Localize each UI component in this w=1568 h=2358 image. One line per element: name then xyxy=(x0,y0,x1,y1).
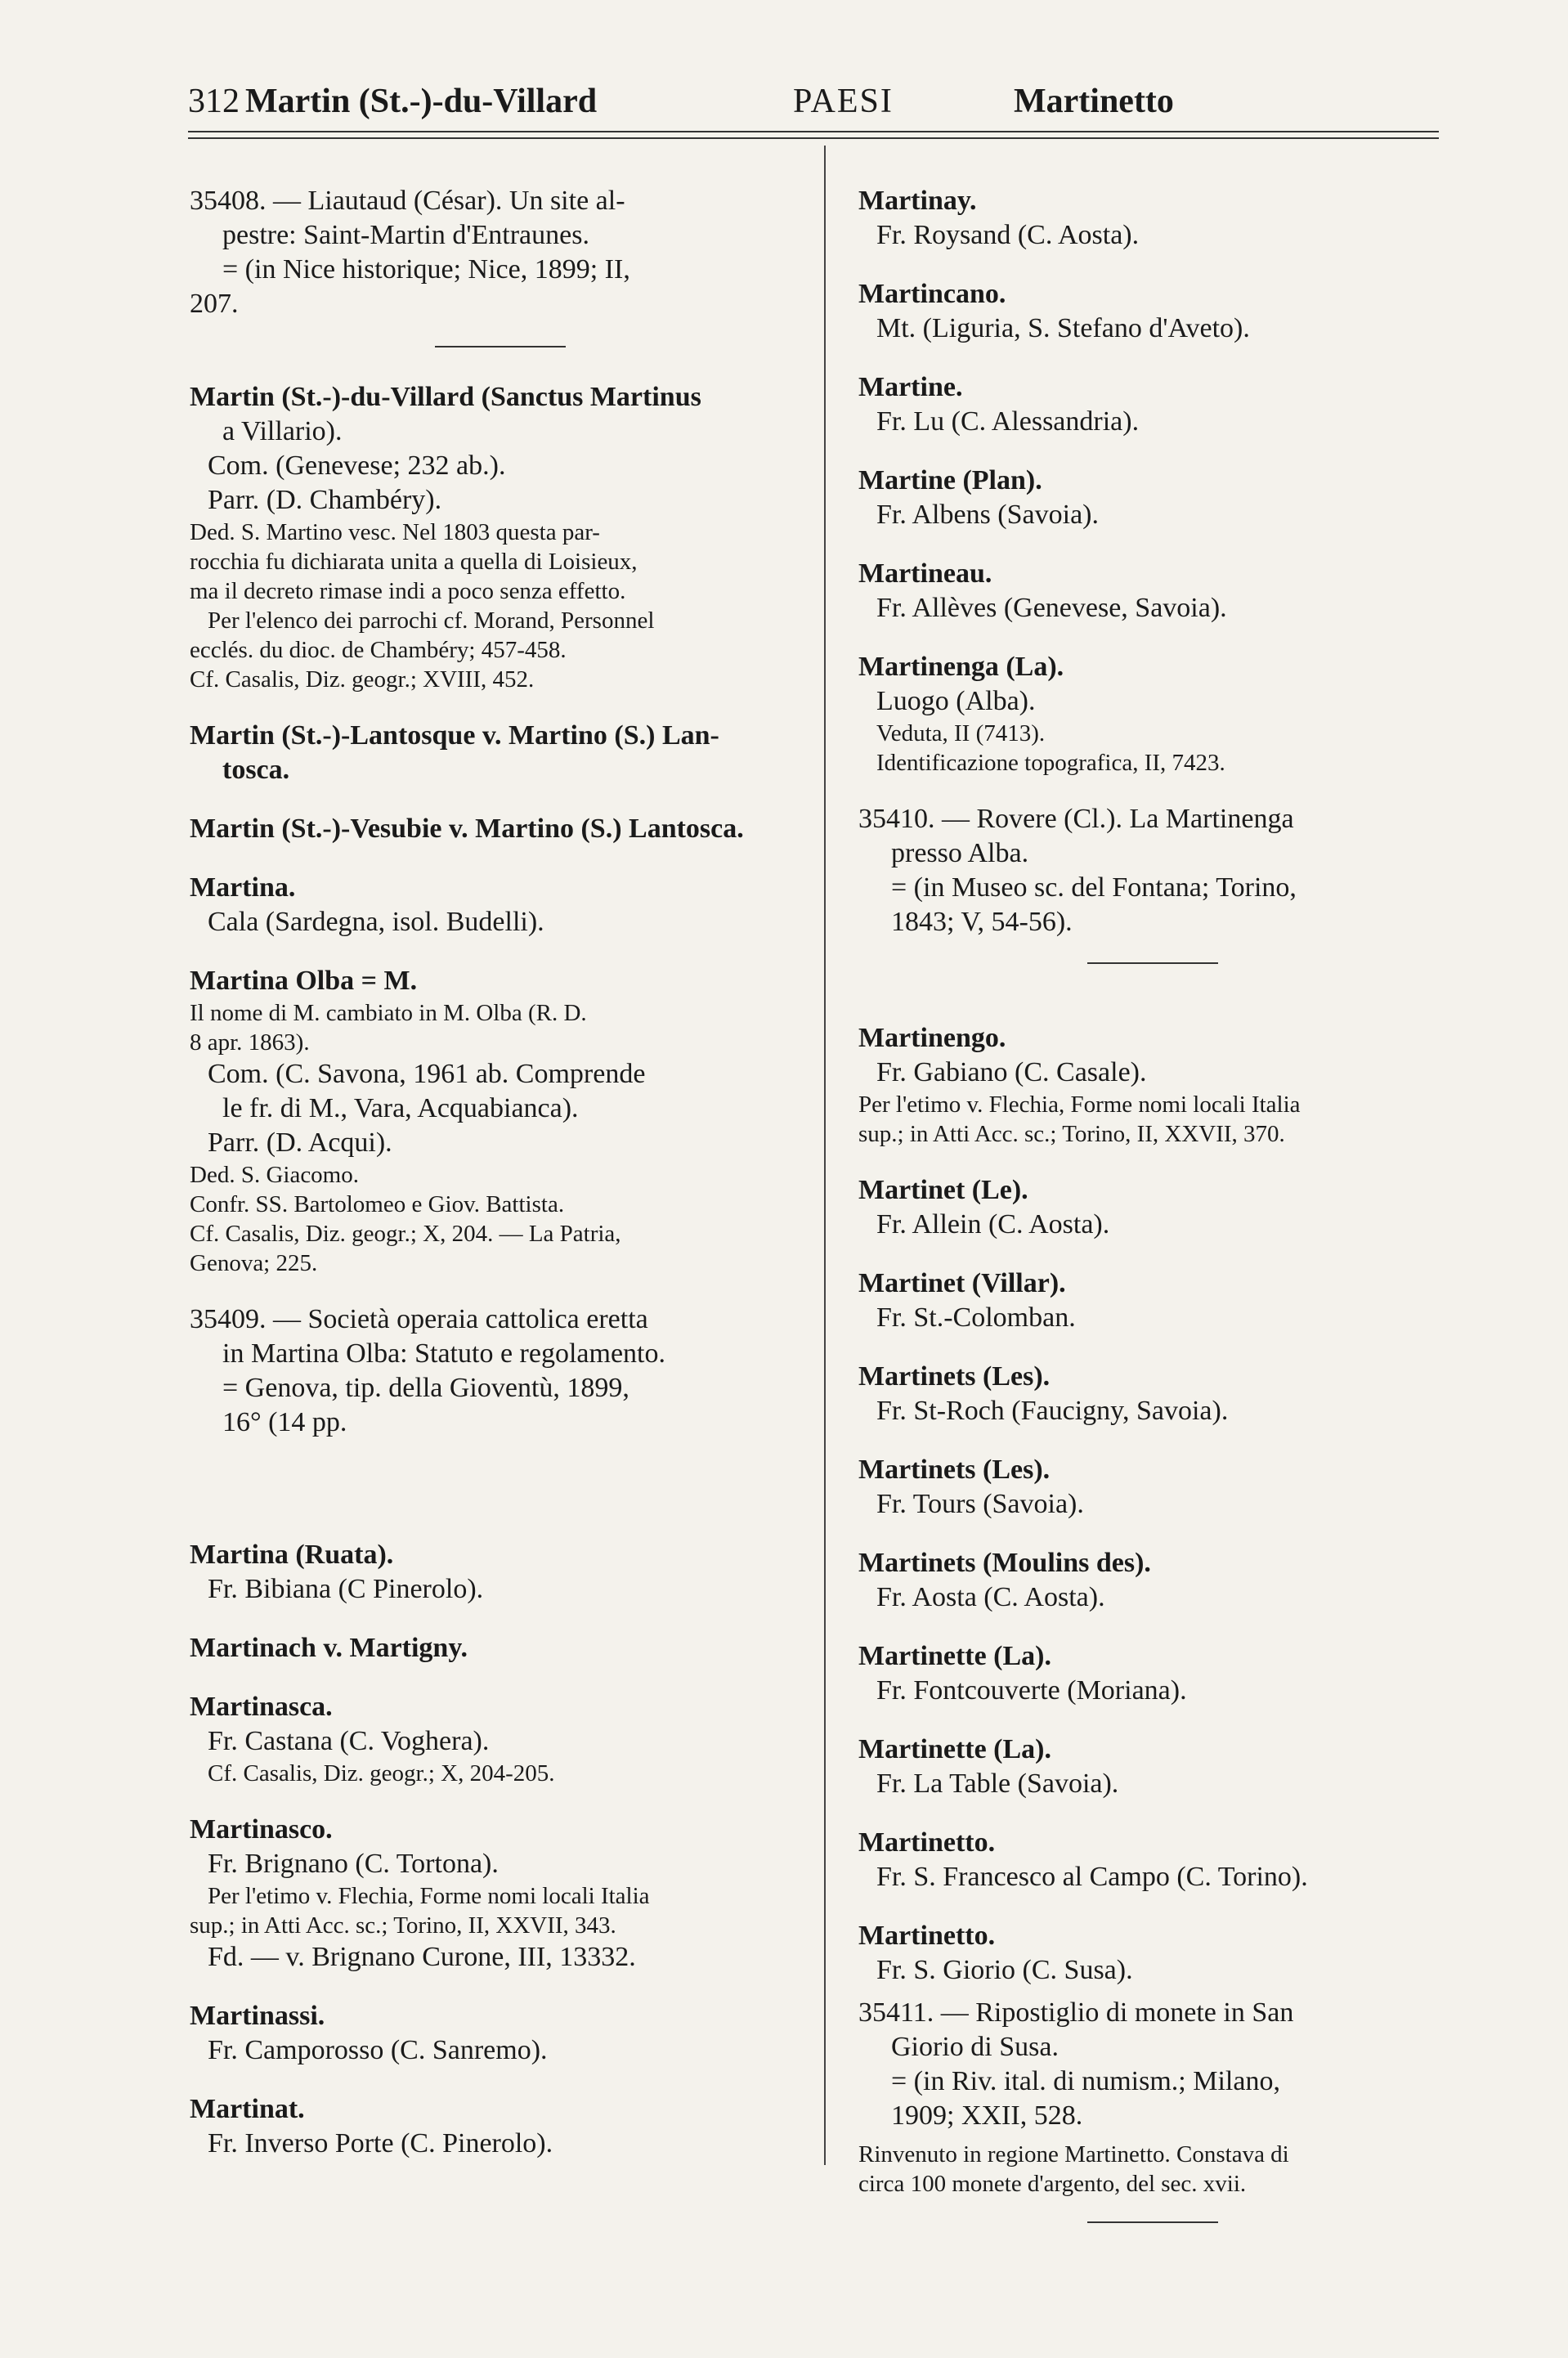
entry-headword: Martineau. xyxy=(858,558,992,589)
entry-note: Ded. S. Martino vesc. Nel 1803 questa par- xyxy=(190,519,600,545)
place-entry-martinets-moulins xyxy=(858,1546,1447,1615)
place-entry-martinet-le xyxy=(858,1173,1447,1242)
entry-line: Com. (Genevese; 232 ab.). xyxy=(208,451,506,481)
entry-line: 207. xyxy=(190,289,239,319)
entry-headword: Martinetto. xyxy=(858,1921,996,1951)
place-entry-martine xyxy=(858,370,1447,439)
entry-line: Fr. S. Francesco al Campo (C. Torino). xyxy=(876,1862,1308,1892)
place-entry-martina-olba xyxy=(190,964,803,1278)
entry-headword: Martinay. xyxy=(858,186,977,216)
entry-line: Giorio di Susa. xyxy=(891,2032,1059,2062)
entry-note: sup.; in Atti Acc. sc.; Torino, II, XXVII, 370. xyxy=(858,1121,1285,1147)
entry-line: = (in Riv. ital. di numism.; Milano, xyxy=(891,2066,1280,2096)
entry-line: = (in Nice historique; Nice, 1899; II, xyxy=(222,254,630,285)
place-entry-martinette-fontcouverte xyxy=(858,1639,1447,1708)
entry-line: Fr. Inverso Porte (C. Pinerolo). xyxy=(208,2128,553,2159)
entry-headword: Martina. xyxy=(190,872,296,903)
left-running-head: Martin (St.-)-du-Villard xyxy=(245,83,598,120)
entry-line: Parr. (D. Acqui). xyxy=(208,1127,392,1158)
entry-note: Per l'etimo v. Flechia, Forme nomi locali Italia xyxy=(858,1092,1301,1118)
entry-note: 8 apr. 1863). xyxy=(190,1029,310,1056)
entry-line: Luogo (Alba). xyxy=(876,686,1036,716)
entry-headword: Martina Olba = M. xyxy=(190,966,418,996)
entry-line: le fr. di M., Vara, Acquabianca). xyxy=(222,1093,579,1123)
entry-note: Cf. Casalis, Diz. geogr.; XVIII, 452. xyxy=(190,666,535,693)
place-entry-martinassi xyxy=(190,1999,803,2068)
entry-line: Fr. Camporosso (C. Sanremo). xyxy=(208,2035,548,2065)
entry-note: circa 100 monete d'argento, del sec. xvii. xyxy=(858,2171,1247,2197)
entry-headword: Martinetto. xyxy=(858,1827,996,1858)
left-column xyxy=(190,184,803,2185)
entry-separator xyxy=(1087,2221,1218,2223)
place-entry-martin-du-villard xyxy=(190,380,803,694)
entry-line: Fd. — v. Brignano Curone, III, 13332. xyxy=(208,1942,636,1972)
bibliography-entry-35409 xyxy=(190,1302,803,1440)
entry-line: 35410. — Rovere (Cl.). La Martinenga xyxy=(858,804,1294,834)
entry-line: Mt. (Liguria, S. Stefano d'Aveto). xyxy=(876,313,1250,343)
entry-headword: Martinach v. Martigny. xyxy=(190,1633,468,1663)
entry-line: Fr. St-Roch (Faucigny, Savoia). xyxy=(876,1396,1229,1426)
entry-note: Rinvenuto in regione Martinetto. Constava di xyxy=(858,2141,1289,2167)
entry-line: 35408. — Liautaud (César). Un site al- xyxy=(190,186,625,216)
entry-line: in Martina Olba: Statuto e regolamento. xyxy=(222,1338,665,1369)
place-entry-martinets-les-st-roch xyxy=(858,1360,1447,1428)
entry-line: = Genova, tip. della Gioventù, 1899, xyxy=(222,1373,629,1403)
entry-note: Il nome di M. cambiato in M. Olba (R. D. xyxy=(190,1000,587,1026)
place-entry-martinasca xyxy=(190,1690,803,1788)
entry-headword: Martincano. xyxy=(858,279,1006,309)
entry-line: Fr. St.-Colomban. xyxy=(876,1302,1076,1333)
place-entry-martin-vesubie xyxy=(190,812,803,846)
entry-note: rocchia fu dichiarata unita a quella di Loisieux, xyxy=(190,549,638,575)
entry-headword: Martinasca. xyxy=(190,1692,333,1722)
entry-line: 35411. — Ripostiglio di monete in San xyxy=(858,1997,1294,2028)
place-entry-martinenga xyxy=(858,650,1447,778)
right-column xyxy=(858,184,1447,2256)
entry-headword: Martinassi. xyxy=(190,2001,325,2031)
entry-note: ma il decreto rimase indi a poco senza effetto. xyxy=(190,578,626,604)
entry-line: presso Alba. xyxy=(891,838,1029,868)
bibliography-entry-35410 xyxy=(858,802,1447,939)
place-entry-martinets-les-tours xyxy=(858,1453,1447,1522)
entry-headword: Martin (St.-)-Vesubie v. Martino (S.) Lantosca. xyxy=(190,814,744,844)
entry-note: Per l'etimo v. Flechia, Forme nomi locali Italia xyxy=(208,1883,650,1909)
entry-line: Parr. (D. Chambéry). xyxy=(208,485,442,515)
entry-line: Fr. Lu (C. Alessandria). xyxy=(876,406,1140,437)
place-entry-martinach xyxy=(190,1631,803,1665)
entry-line: tosca. xyxy=(222,755,290,785)
place-entry-martincano xyxy=(858,277,1447,346)
place-entry-martinetto-torino xyxy=(858,1826,1447,1894)
entry-line: Fr. Aosta (C. Aosta). xyxy=(876,1582,1105,1612)
place-entry-martinette-la-table xyxy=(858,1733,1447,1801)
bibliography-entry-35408 xyxy=(190,184,803,321)
entry-headword: Martinets (Les). xyxy=(858,1455,1051,1485)
place-entry-martina xyxy=(190,871,803,939)
entry-line: Fr. Tours (Savoia). xyxy=(876,1489,1084,1519)
entry-line: Cala (Sardegna, isol. Budelli). xyxy=(208,907,544,937)
place-entry-martinat xyxy=(190,2092,803,2161)
entry-note: Cf. Casalis, Diz. geogr.; X, 204-205. xyxy=(208,1760,555,1786)
column-divider xyxy=(824,146,826,2165)
entry-line: a Villario). xyxy=(222,416,343,446)
entry-note: sup.; in Atti Acc. sc.; Torino, II, XXVII, 343. xyxy=(190,1912,616,1939)
entry-separator xyxy=(1087,962,1218,964)
entry-line: 1843; V, 54-56). xyxy=(891,907,1073,937)
entry-line: Fr. Brignano (C. Tortona). xyxy=(208,1849,499,1879)
entry-line: Fr. La Table (Savoia). xyxy=(876,1768,1119,1799)
entry-headword: Martinets (Moulins des). xyxy=(858,1548,1151,1578)
entry-headword: Martinasco. xyxy=(190,1814,333,1845)
entry-line: Fr. Castana (C. Voghera). xyxy=(208,1726,490,1756)
entry-headword: Martina (Ruata). xyxy=(190,1540,394,1570)
entry-line: Com. (C. Savona, 1961 ab. Comprende xyxy=(208,1059,646,1089)
entry-note: Confr. SS. Bartolomeo e Giov. Battista. xyxy=(190,1191,565,1217)
entry-note: Cf. Casalis, Diz. geogr.; X, 204. — La Patria, xyxy=(190,1221,621,1247)
entry-line: 1909; XXII, 528. xyxy=(891,2100,1083,2131)
entry-note: ecclés. du dioc. de Chambéry; 457-458. xyxy=(190,637,567,663)
entry-headword: Martinat. xyxy=(190,2094,305,2124)
entry-headword: Martin (St.-)-du-Villard (Sanctus Martinus xyxy=(190,382,701,412)
page-header xyxy=(188,75,1439,128)
place-entry-martineau xyxy=(858,557,1447,625)
entry-note: Per l'elenco dei parrochi cf. Morand, Personnel xyxy=(208,607,655,634)
entry-headword: Martine (Plan). xyxy=(858,465,1042,495)
entry-line: Fr. Fontcouverte (Moriana). xyxy=(876,1675,1187,1706)
place-entry-martina-ruata xyxy=(190,1538,803,1607)
entry-headword: Martinette (La). xyxy=(858,1734,1052,1764)
entry-headword: Martine. xyxy=(858,372,963,402)
entry-line: Fr. Gabiano (C. Casale). xyxy=(876,1057,1147,1087)
entry-headword: Martinenga (La). xyxy=(858,652,1064,682)
place-entry-martine-plan xyxy=(858,464,1447,532)
entry-separator xyxy=(435,346,566,347)
entry-headword: Martinette (La). xyxy=(858,1641,1052,1671)
place-entry-martin-lantosque xyxy=(190,719,803,787)
bibliography-entry-35411 xyxy=(858,1996,1447,2199)
right-running-head: Martinetto xyxy=(1014,83,1174,120)
entry-line: Fr. Bibiana (C Pinerolo). xyxy=(208,1574,484,1604)
entry-note: Ded. S. Giacomo. xyxy=(190,1162,359,1188)
place-entry-martinay xyxy=(858,184,1447,253)
entry-line: 35409. — Società operaia cattolica eretta xyxy=(190,1304,648,1334)
header-rule-bottom xyxy=(188,137,1439,139)
place-entry-martinasco xyxy=(190,1813,803,1975)
entry-line: Fr. Roysand (C. Aosta). xyxy=(876,220,1140,250)
place-entry-martinet-villar xyxy=(858,1266,1447,1335)
place-entry-martinetto-susa xyxy=(858,1919,1447,1988)
entry-line: = (in Museo sc. del Fontana; Torino, xyxy=(891,872,1297,903)
entry-headword: Martinet (Villar). xyxy=(858,1268,1066,1298)
place-entry-martinengo xyxy=(858,1021,1447,1149)
entry-line: Fr. S. Giorio (C. Susa). xyxy=(876,1955,1133,1985)
entry-line: Fr. Allein (C. Aosta). xyxy=(876,1209,1110,1240)
page-number: 312 xyxy=(188,83,240,120)
entry-headword: Martinengo. xyxy=(858,1023,1006,1053)
entry-note: Identificazione topografica, II, 7423. xyxy=(876,750,1225,776)
entry-line: Fr. Allèves (Genevese, Savoia). xyxy=(876,593,1227,623)
entry-line: 16° (14 pp. xyxy=(222,1407,347,1437)
header-rule-top xyxy=(188,131,1439,132)
entry-headword: Martinets (Les). xyxy=(858,1361,1051,1392)
entry-note: Veduta, II (7413). xyxy=(876,720,1046,746)
entry-headword: Martin (St.-)-Lantosque v. Martino (S.) Lan- xyxy=(190,720,719,751)
entry-line: Fr. Albens (Savoia). xyxy=(876,500,1099,530)
entry-line: pestre: Saint-Martin d'Entraunes. xyxy=(222,220,589,250)
entry-headword: Martinet (Le). xyxy=(858,1175,1028,1205)
entry-note: Genova; 225. xyxy=(190,1250,318,1276)
section-running-head: PAESI xyxy=(793,83,894,120)
